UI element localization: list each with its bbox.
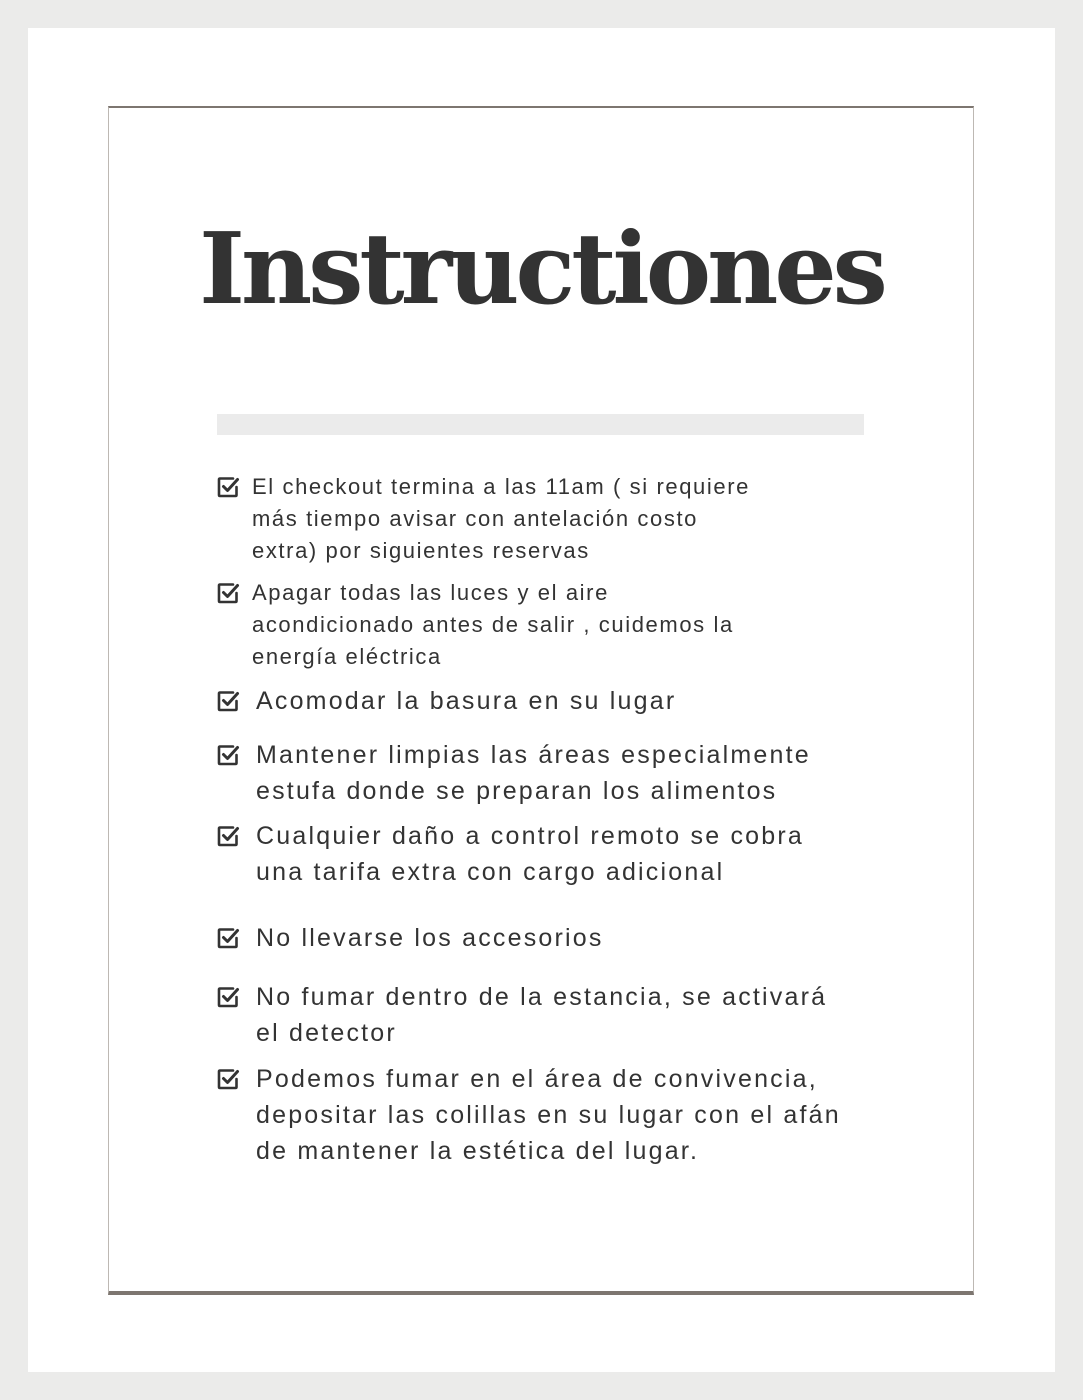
instruction-item-checkout xyxy=(216,471,750,567)
instruction-text: Apagar todas las luces y el aire acondicionado antes de salir , cuidemos la energía eléctrica xyxy=(252,580,734,669)
instruction-text: Mantener limpias las áreas especialmente estufa donde se preparan los alimentos xyxy=(256,741,811,805)
instruction-text: Acomodar la basura en su lugar xyxy=(256,687,677,715)
instruction-item-lights xyxy=(216,577,734,673)
instruction-item-no-smoking xyxy=(216,979,827,1051)
checked-box-icon xyxy=(216,926,240,950)
instruction-text: No llevarse los accesorios xyxy=(256,924,604,952)
instruction-text: Cualquier daño a control remoto se cobra una tarifa extra con cargo adicional xyxy=(256,822,804,886)
instruction-item-damage xyxy=(216,818,804,890)
instruction-item-accessories xyxy=(216,920,604,956)
page-title: Instructiones xyxy=(199,212,884,327)
title-divider xyxy=(217,414,864,435)
checked-box-icon xyxy=(216,743,240,767)
checked-box-icon xyxy=(216,581,240,605)
checked-box-icon xyxy=(216,475,240,499)
instruction-text: No fumar dentro de la estancia, se activará el detector xyxy=(256,983,828,1047)
instruction-item-clean xyxy=(216,737,811,809)
checked-box-icon xyxy=(216,824,240,848)
checked-box-icon xyxy=(216,689,240,713)
instruction-item-trash xyxy=(216,683,676,719)
instruction-text: El checkout termina a las 11am ( si requiere más tiempo avisar con antelación costo extra) por siguientes reservas xyxy=(252,474,750,563)
instruction-item-smoking-area xyxy=(216,1061,841,1169)
checked-box-icon xyxy=(216,1067,240,1091)
checked-box-icon xyxy=(216,985,240,1009)
instruction-text: Podemos fumar en el área de convivencia, depositar las colillas en su lugar con el afán de mantener la estética del lugar. xyxy=(256,1065,841,1165)
